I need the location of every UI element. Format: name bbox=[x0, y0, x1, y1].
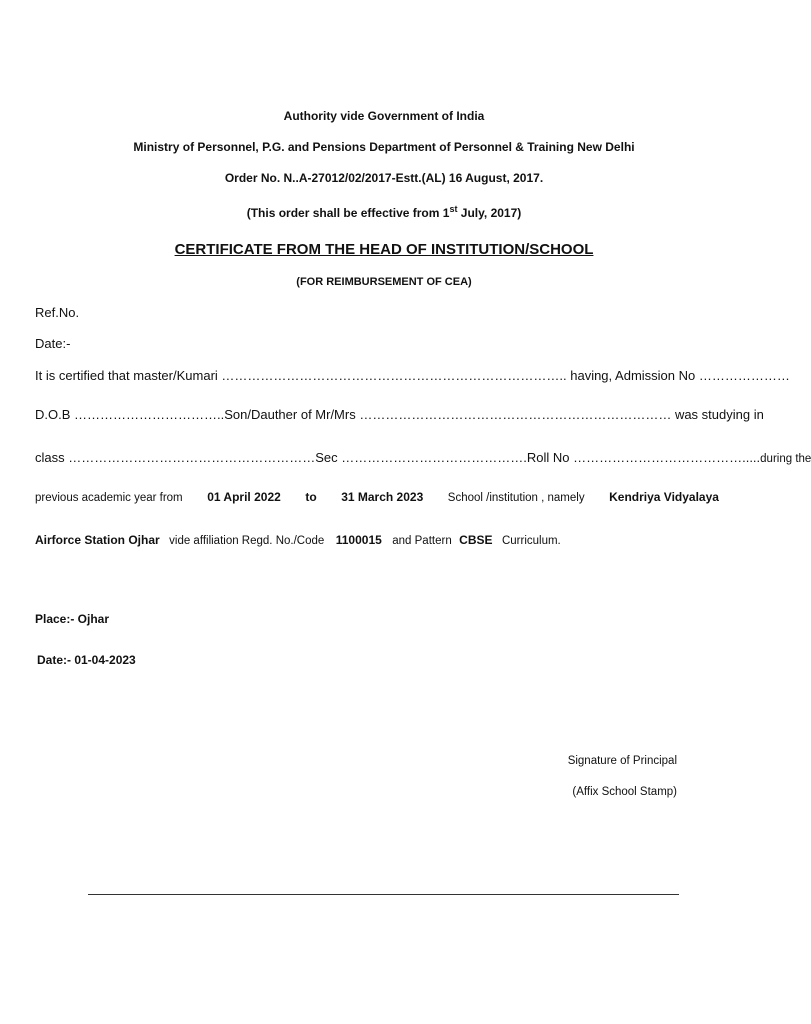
dob-field: D.O.B …………………………….. bbox=[35, 407, 225, 422]
school-name-part-2: Airforce Station Ojhar bbox=[35, 533, 160, 547]
curriculum-pattern: CBSE bbox=[459, 533, 493, 547]
school-stamp-label: (Affix School Stamp) bbox=[572, 786, 677, 798]
body-line-2 bbox=[35, 407, 764, 422]
date-label: Date:- bbox=[35, 336, 71, 351]
roll-no-field: Roll No …………………………………..... bbox=[526, 450, 761, 465]
effective-prefix: (This order shall be effective from 1 bbox=[246, 206, 450, 220]
school-namely-text: School /institution , namely bbox=[447, 492, 585, 504]
affiliation-text: vide affiliation Regd. No./Code bbox=[169, 535, 325, 547]
order-number-line: Order No. N..A-27012/02/2017-Estt.(AL) 16 August, 2017. bbox=[224, 171, 544, 185]
certificate-subtitle: (FOR REIMBURSEMENT OF CEA) bbox=[296, 276, 472, 288]
body-line-1 bbox=[35, 368, 790, 383]
certificate-title: CERTIFICATE FROM THE HEAD OF INSTITUTION/SCHOOL bbox=[174, 241, 594, 258]
date-value-line: Date:- 01-04-2023 bbox=[37, 653, 136, 667]
effective-sup: st bbox=[449, 204, 458, 214]
pattern-text: and Pattern bbox=[392, 535, 452, 547]
effective-date-line bbox=[0, 204, 768, 220]
effective-suffix: July, 2017) bbox=[457, 206, 522, 220]
ministry-line: Ministry of Personnel, P.G. and Pensions Department of Personnel & Training New Delhi bbox=[133, 140, 635, 154]
authority-line: Authority vide Government of India bbox=[283, 109, 485, 123]
to-word: to bbox=[305, 490, 317, 504]
body-line-1-text: It is certified that master/Kumari …………………………………………………………………….. having, Admission No ………………… bbox=[35, 368, 790, 383]
body-line-4 bbox=[35, 490, 719, 504]
parent-field: Son/Dauther of Mr/Mrs ……………………………………………………………… was studying in bbox=[224, 407, 764, 422]
from-date: 01 April 2022 bbox=[207, 490, 281, 504]
section-field: Sec ……………………………………. bbox=[315, 450, 527, 465]
during-the-text: during the bbox=[760, 453, 811, 465]
affiliation-code: 1100015 bbox=[335, 533, 382, 547]
academic-year-text: previous academic year from bbox=[35, 492, 183, 504]
class-field: class ………………………………………………… bbox=[35, 450, 316, 465]
ref-no-label: Ref.No. bbox=[35, 305, 80, 320]
principal-signature-label: Signature of Principal bbox=[567, 755, 677, 767]
body-line-3 bbox=[35, 450, 811, 465]
curriculum-text: Curriculum. bbox=[501, 535, 561, 547]
place-line: Place:- Ojhar bbox=[35, 612, 110, 626]
to-date: 31 March 2023 bbox=[341, 490, 424, 504]
school-name-part-1: Kendriya Vidyalaya bbox=[609, 490, 719, 504]
body-line-5 bbox=[35, 531, 561, 549]
bottom-rule bbox=[88, 894, 679, 895]
